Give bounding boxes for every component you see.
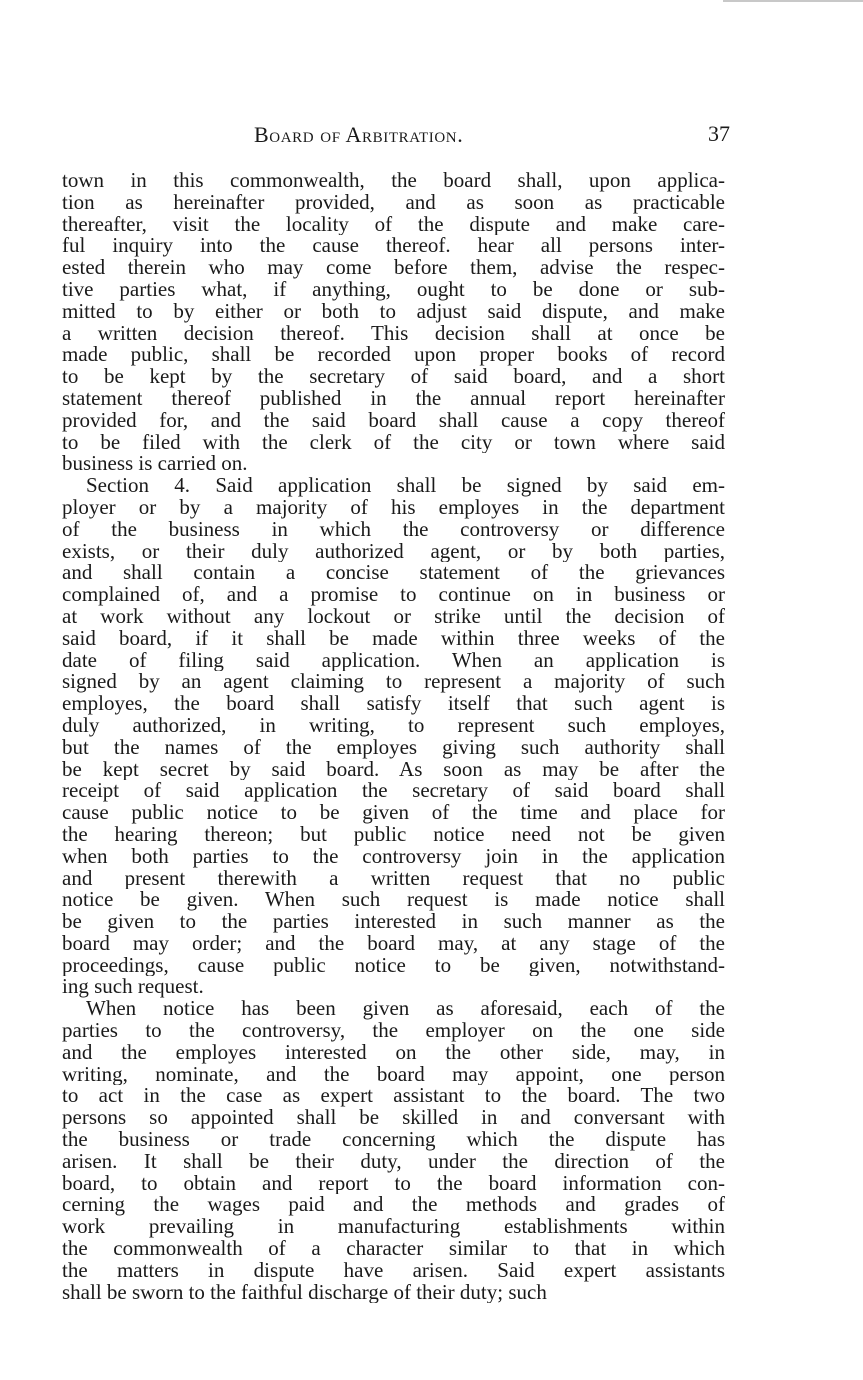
text-line: writing, nominate, and the board may appoint, one person <box>62 1063 725 1086</box>
text-line: signed by an agent claiming to represent a majority of such <box>62 671 725 694</box>
text-line: Section 4. Said application shall be signed by said em- <box>86 475 725 497</box>
text-line: business is carried on. <box>62 453 248 476</box>
text-line: ful inquiry into the cause thereof. hear all persons inter- <box>62 235 725 258</box>
text-line: When notice has been given as aforesaid, each of the <box>86 998 725 1021</box>
running-head <box>60 122 730 152</box>
text-line: at work without any lockout or strike until the decision of <box>62 605 725 628</box>
text-line: ested therein who may come before them, advise the respec- <box>62 257 725 279</box>
page-edge-mark <box>723 0 863 2</box>
paragraph <box>62 170 725 475</box>
text-line: tive parties what, if anything, ought to be done or sub- <box>62 278 725 301</box>
text-line: to be filed with the clerk of the city or town where said <box>62 431 725 454</box>
text-line: work prevailing in manufacturing establishments within <box>62 1216 725 1239</box>
running-head-title: Board of Arbitration. <box>254 122 464 147</box>
text-line: exists, or their duly authorized agent, or by both parties, <box>62 540 725 563</box>
page-number: 37 <box>708 121 730 146</box>
text-line: thereafter, visit the locality of the dispute and make care- <box>62 213 725 236</box>
text-line: to act in the case as expert assistant to the board. The two <box>62 1085 725 1108</box>
text-line: cerning the wages paid and the methods and grades of <box>62 1194 725 1217</box>
text-line: the commonwealth of a character similar to that in which <box>62 1238 725 1260</box>
text-line: persons so appointed shall be skilled in and conversant with <box>62 1107 725 1130</box>
text-line: a written decision thereof. This decision shall at once be <box>62 322 725 345</box>
text-line: shall be sworn to the faithful discharge of their duty; such <box>62 1281 547 1304</box>
text-line: board may order; and the board may, at any stage of the <box>62 932 725 955</box>
text-line: the matters in dispute have arisen. Said expert assistants <box>62 1259 725 1282</box>
text-line: board, to obtain and report to the board information con- <box>62 1172 725 1195</box>
text-line: and shall contain a concise statement of the grievances <box>62 562 725 585</box>
text-line: but the names of the employes giving such authority shall <box>62 736 725 759</box>
text-line: mitted to by either or both to adjust said dispute, and make <box>62 300 725 323</box>
text-line: provided for, and the said board shall cause a copy thereof <box>62 409 725 432</box>
text-line: be given to the parties interested in such manner as the <box>62 911 725 933</box>
text-line: date of filing said application. When an application is <box>62 649 725 672</box>
text-line: notice be given. When such request is made notice shall <box>62 889 725 912</box>
text-line: employes, the board shall satisfy itself that such agent is <box>62 693 725 715</box>
text-line: the hearing thereon; but public notice need not be given <box>62 823 725 846</box>
text-line: town in this commonwealth, the board shall, upon applica- <box>62 170 725 192</box>
text-line: receipt of said application the secretary of said board shall <box>62 780 725 803</box>
text-line: ing such request. <box>62 976 204 999</box>
text-line: the business or trade concerning which the dispute has <box>62 1129 725 1151</box>
body-text <box>62 170 725 1303</box>
text-line: cause public notice to be given of the time and place for <box>62 802 725 824</box>
text-line: duly authorized, in writing, to represent such employes, <box>62 714 725 737</box>
text-line: parties to the controversy, the employer on the one side <box>62 1020 725 1042</box>
text-line: and the employes interested on the other side, may, in <box>62 1041 725 1064</box>
text-line: said board, if it shall be made within three weeks of the <box>62 627 725 650</box>
text-line: be kept secret by said board. As soon as may be after the <box>62 758 725 781</box>
text-line: of the business in which the controversy or difference <box>62 518 725 541</box>
text-line: proceedings, cause public notice to be given, notwithstand- <box>62 954 725 977</box>
text-line: made public, shall be recorded upon proper books of record <box>62 344 725 367</box>
text-line: complained of, and a promise to continue on in business or <box>62 584 725 606</box>
paragraph <box>62 998 725 1303</box>
paragraph <box>62 475 725 998</box>
text-line: to be kept by the secretary of said board, and a short <box>62 366 725 388</box>
text-line: when both parties to the controversy join in the application <box>62 845 725 868</box>
text-line: and present therewith a written request that no public <box>62 867 725 890</box>
text-line: tion as hereinafter provided, and as soon as practicable <box>62 191 725 214</box>
text-line: statement thereof published in the annual report hereinafter <box>62 387 725 410</box>
text-line: ployer or by a majority of his employes in the department <box>62 496 725 519</box>
text-line: arisen. It shall be their duty, under the direction of the <box>62 1150 725 1173</box>
